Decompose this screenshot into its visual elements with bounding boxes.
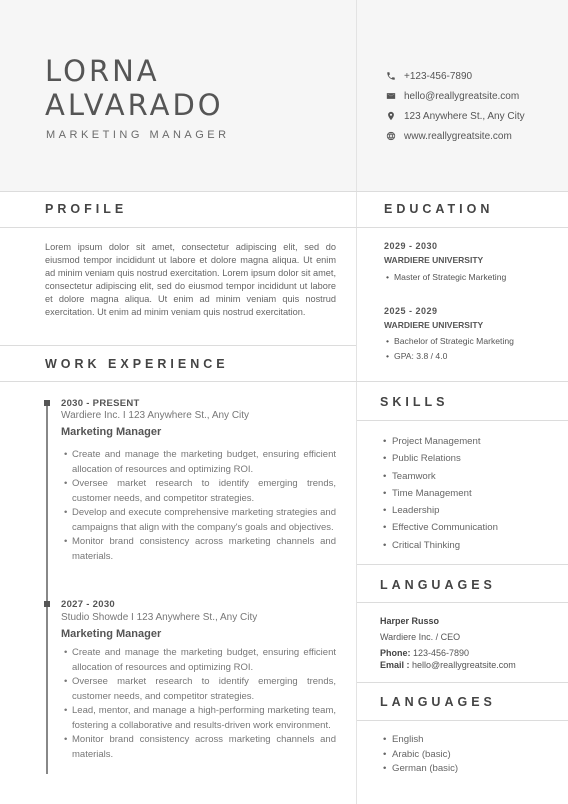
job-bullet: • Develop and execute comprehensive marketing strategies and campaigns that align with the company's goals and objectives. — [64, 506, 336, 535]
divider — [357, 564, 568, 565]
contact-phone — [384, 69, 564, 83]
globe-icon — [384, 129, 398, 143]
skills-heading: SKILLS — [380, 395, 449, 409]
divider — [0, 345, 356, 346]
education-item: • Bachelor of Strategic Marketing — [386, 336, 514, 346]
column-divider — [356, 0, 357, 804]
languages-list — [381, 733, 458, 777]
work-heading: WORK EXPERIENCE — [45, 357, 229, 371]
address-text: 123 Anywhere St., Any City — [404, 110, 525, 122]
education-heading: EDUCATION — [384, 202, 494, 216]
contact-website — [384, 129, 564, 143]
languages-heading: LANGUAGES — [380, 695, 496, 709]
skill-item: • Critical Thinking — [381, 537, 498, 554]
reference-email: Email : hello@reallygreatsite.com — [380, 660, 516, 670]
website-text[interactable]: www.reallygreatsite.com — [404, 130, 512, 142]
location-pin-icon — [384, 109, 398, 123]
reference-org: Wardiere Inc. / CEO — [380, 632, 461, 642]
job-bullets — [64, 448, 336, 564]
profile-heading: PROFILE — [45, 202, 128, 216]
education-years: 2029 - 2030 — [384, 241, 438, 251]
job-bullet: • Monitor brand consistency across marketing channels and materials. — [64, 535, 336, 564]
job-company: Studio Showde I 123 Anywhere St., Any City — [61, 612, 258, 623]
language-item: • German (basic) — [381, 762, 458, 777]
timeline-marker — [44, 400, 50, 406]
job-bullets — [64, 646, 336, 762]
divider — [357, 602, 568, 603]
divider — [357, 420, 568, 421]
skill-item: • Public Relations — [381, 450, 498, 467]
job-bullet: • Monitor brand consistency across marketing channels and materials. — [64, 733, 336, 762]
timeline-marker — [44, 601, 50, 607]
education-years: 2025 - 2029 — [384, 306, 438, 316]
language-item: • Arabic (basic) — [381, 748, 458, 763]
education-item: • GPA: 3.8 / 4.0 — [386, 351, 448, 361]
skill-item: • Time Management — [381, 485, 498, 502]
job-period: 2030 - PRESENT — [61, 398, 140, 409]
mail-icon — [384, 89, 398, 103]
job-role: MARKETING MANAGER — [46, 129, 230, 141]
language-item: • English — [381, 733, 458, 748]
divider — [0, 227, 568, 228]
skill-item: • Teamwork — [381, 468, 498, 485]
timeline-line — [46, 402, 48, 774]
divider — [0, 191, 568, 192]
contact-address — [384, 109, 564, 123]
profile-text: Lorem ipsum dolor sit amet, consectetur adipiscing elit, sed do eiusmod tempor incididunt ut labore et dolore magna aliqua. Ut enim ad minim veniam quis nostrud exercitation. Lorem ipsum dolor sit amet, consectetur adipiscing elit, sed do eiusmod tempor incididunt ut labore et dolore magna aliqua. Ut enim ad minim veniam quis nostrud exercitation. Ut enim ad minim veniam quis nostrud exercitation. — [45, 242, 336, 317]
job-bullet: • Lead, mentor, and manage a high-performing marketing team, fostering a collaborative and results-driven work environment. — [64, 704, 336, 733]
job-bullet: • Create and manage the marketing budget, ensuring efficient allocation of resources and optimizing ROI. — [64, 646, 336, 675]
skill-item: • Project Management — [381, 433, 498, 450]
divider — [357, 682, 568, 683]
job-bullet: • Oversee market research to identify emerging trends, customer needs, and competitor strategies. — [64, 675, 336, 704]
reference-phone: Phone: 123-456-7890 — [380, 648, 470, 658]
last-name: ALVARADO — [45, 88, 224, 122]
skill-item: • Leadership — [381, 502, 498, 519]
email-text[interactable]: hello@reallygreatsite.com — [404, 90, 520, 102]
job-bullet: • Oversee market research to identify emerging trends, customer needs, and competitor strategies. — [64, 477, 336, 506]
first-name: LORNA — [45, 54, 160, 88]
divider — [0, 381, 568, 382]
education-school: WARDIERE UNIVERSITY — [384, 320, 484, 330]
job-title: Marketing Manager — [61, 426, 162, 438]
full-name — [45, 54, 224, 122]
phone-text: +123-456-7890 — [404, 70, 473, 82]
education-item: • Master of Strategic Marketing — [386, 272, 507, 282]
job-bullet: • Create and manage the marketing budget, ensuring efficient allocation of resources and optimizing ROI. — [64, 448, 336, 477]
reference-heading: LANGUAGES — [380, 578, 496, 592]
education-school: WARDIERE UNIVERSITY — [384, 255, 484, 265]
job-company: Wardiere Inc. I 123 Anywhere St., Any City — [61, 410, 250, 421]
skills-list — [381, 433, 498, 554]
divider — [357, 720, 568, 721]
skill-item: • Effective Communication — [381, 519, 498, 536]
contact-email — [384, 89, 564, 103]
job-period: 2027 - 2030 — [61, 599, 116, 610]
job-title: Marketing Manager — [61, 628, 162, 640]
phone-icon — [384, 69, 398, 83]
reference-name: Harper Russo — [380, 616, 440, 626]
